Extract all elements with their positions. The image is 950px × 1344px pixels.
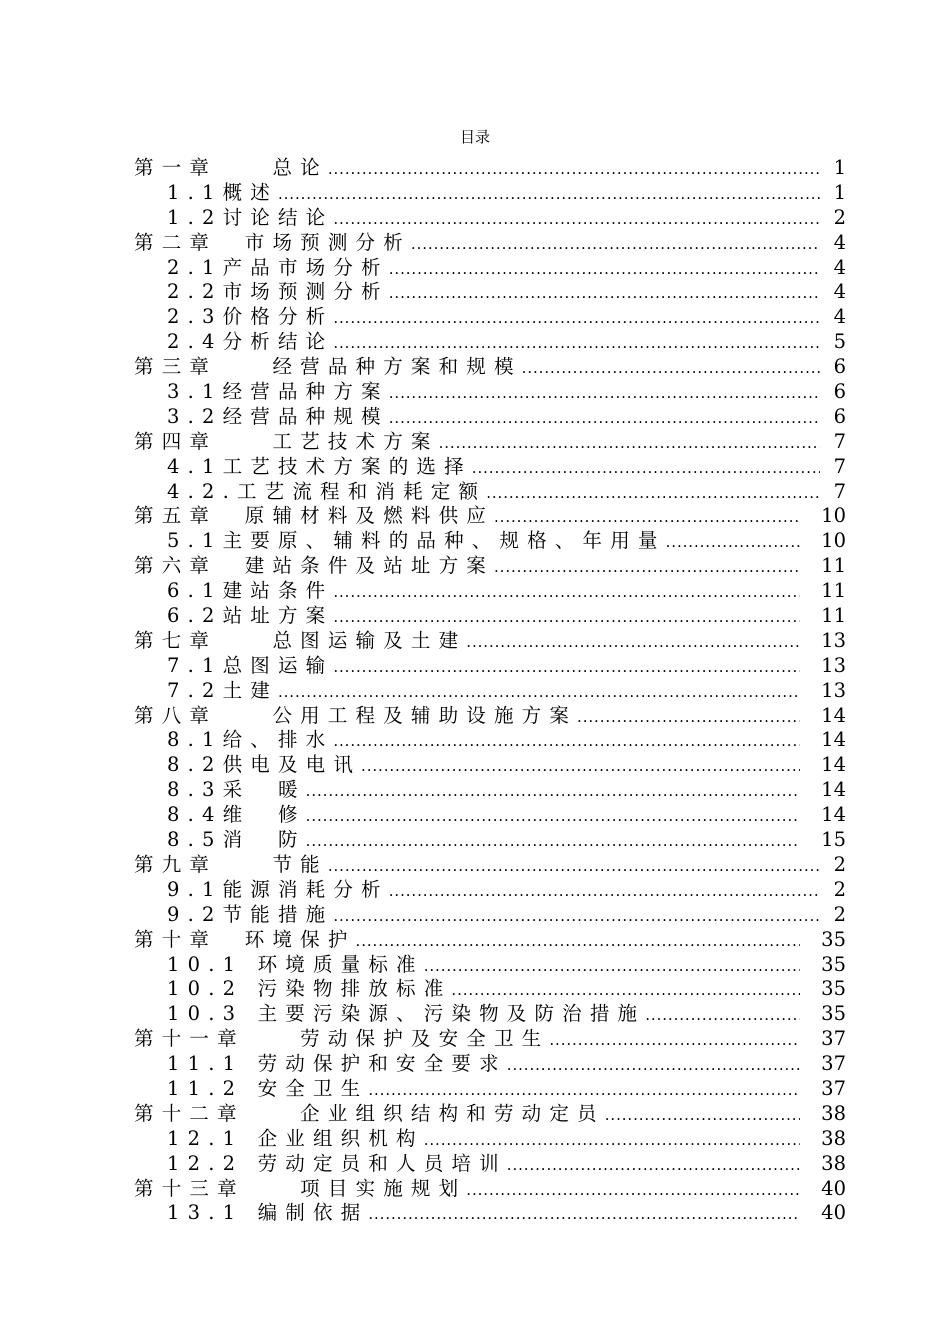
toc-title: 目录 [459, 128, 490, 146]
toc-entry[interactable] [134, 1201, 846, 1226]
toc-entry-label: 11.2 安全卫生 [167, 1076, 369, 1100]
toc-entry-label: 第十一章 劳动保护及安全卫生 [134, 1027, 550, 1051]
toc-entry-label: 7.2土建 [167, 678, 278, 702]
toc-entry[interactable] [134, 206, 846, 231]
toc-entry-label: 12.1 企业组织机构 [167, 1126, 424, 1150]
toc-entry[interactable] [134, 156, 846, 181]
toc-entry[interactable] [134, 181, 846, 206]
dot-leader [577, 705, 800, 730]
toc-entry-label: 6.1建站条件 [167, 579, 334, 603]
toc-entry[interactable] [134, 554, 846, 579]
toc-entry-page: 40 [821, 1201, 846, 1225]
toc-entry-page: 38 [821, 1151, 846, 1175]
toc-entry-label: 9.2节能措施 [167, 902, 334, 926]
dot-leader [486, 481, 820, 506]
toc-entry-page: 37 [821, 1076, 846, 1100]
dot-leader [333, 655, 800, 680]
toc-entry-label: 第一章 总论 [134, 156, 328, 179]
toc-entry-label: 10.2 污染物排放标准 [167, 977, 452, 1001]
dot-leader [466, 630, 800, 655]
dot-leader [278, 182, 820, 207]
toc-entry-label: 第五章 原辅材料及燃料供应 [134, 504, 494, 528]
toc-entry[interactable] [134, 256, 846, 281]
dot-leader [549, 1028, 800, 1053]
toc-entry[interactable] [134, 704, 846, 729]
toc-entry-label: 8.4维 修 [167, 803, 306, 827]
dot-leader [389, 879, 820, 904]
dot-leader [507, 1053, 800, 1078]
toc-entry[interactable] [134, 1002, 846, 1027]
toc-entry-page: 6 [833, 404, 846, 428]
dot-leader [507, 1153, 800, 1178]
dot-leader [466, 1178, 800, 1203]
toc-entry[interactable] [134, 405, 846, 430]
toc-entry-page: 14 [821, 753, 846, 777]
toc-entry[interactable] [134, 330, 846, 355]
toc-entry-page: 35 [821, 977, 846, 1001]
toc-entry-label: 8.2供电及电讯 [167, 753, 362, 777]
toc-entry-label: 11.1 劳动保护和安全要求 [167, 1052, 507, 1076]
toc-entry-page: 15 [821, 828, 846, 852]
dot-leader [472, 456, 820, 481]
dot-leader [333, 729, 800, 754]
toc-entry[interactable] [134, 928, 846, 953]
toc-entry[interactable] [134, 853, 846, 878]
toc-entry-page: 4 [833, 255, 846, 279]
toc-entry-page: 1 [833, 180, 846, 204]
dot-leader [306, 829, 800, 854]
toc-entry-label: 7.1总图运输 [167, 653, 334, 677]
toc-entry-page: 40 [821, 1176, 846, 1200]
toc-entry[interactable] [134, 828, 846, 853]
dot-leader [666, 530, 800, 555]
toc-entry-label: 1.1概述 [167, 180, 278, 204]
toc-entry-label: 第四章 工艺技术方案 [134, 429, 439, 453]
toc-entry-page: 2 [833, 877, 846, 901]
toc-entry-page: 2 [833, 205, 846, 229]
dot-leader [451, 978, 800, 1003]
toc-entry[interactable] [134, 430, 846, 455]
dot-leader [645, 1003, 800, 1028]
toc-entry[interactable] [134, 953, 846, 978]
dot-leader [333, 331, 820, 356]
toc-entry[interactable] [134, 1152, 846, 1177]
toc-entry[interactable] [134, 380, 846, 405]
toc-entry-page: 6 [833, 355, 846, 379]
toc-entry[interactable] [134, 504, 846, 529]
toc-entry[interactable] [134, 455, 846, 480]
toc-entry[interactable] [134, 977, 846, 1002]
dot-leader [522, 356, 820, 381]
toc-entry[interactable] [134, 1102, 846, 1127]
toc-entry-page: 11 [821, 579, 846, 603]
toc-entry[interactable] [134, 1127, 846, 1152]
toc-entry-page: 2 [833, 852, 846, 876]
toc-entry-page: 35 [821, 952, 846, 976]
toc-entry-page: 38 [821, 1126, 846, 1150]
toc-entry[interactable] [134, 579, 846, 604]
toc-entry-page: 2 [833, 902, 846, 926]
toc-entry-page: 37 [821, 1027, 846, 1051]
toc-entry-label: 3.1经营品种方案 [167, 380, 389, 404]
toc-entry-page: 14 [821, 803, 846, 827]
dot-leader [278, 680, 800, 705]
toc-entry[interactable] [134, 878, 846, 903]
dot-leader [494, 505, 800, 530]
toc-entry[interactable] [134, 1052, 846, 1077]
dot-leader [439, 431, 820, 456]
toc-entry[interactable] [134, 1177, 846, 1202]
toc-entry-page: 11 [821, 554, 846, 578]
dot-leader [333, 306, 820, 331]
toc-entry-page: 13 [821, 678, 846, 702]
toc-entry[interactable] [134, 529, 846, 554]
toc-entry-label: 3.2经营品种规模 [167, 404, 389, 428]
toc-entry[interactable] [134, 753, 846, 778]
toc-entry-page: 6 [833, 380, 846, 404]
toc-entry-page: 10 [821, 504, 846, 528]
dot-leader [494, 555, 800, 580]
toc-entry-label: 12.2 劳动定员和人员培训 [167, 1151, 507, 1175]
toc-entry-label: 4.2.工艺流程和消耗定额 [167, 479, 487, 503]
dot-leader [389, 406, 820, 431]
dot-leader [368, 1078, 800, 1103]
toc-entry-page: 14 [821, 703, 846, 727]
toc-entry-page: 10 [821, 529, 846, 553]
toc-entry-page: 4 [833, 280, 846, 304]
dot-leader [306, 779, 800, 804]
dot-leader [389, 281, 820, 306]
toc-entry-page: 4 [833, 230, 846, 254]
toc-entry-label: 4.1工艺技术方案的选择 [167, 454, 472, 478]
toc-entry-page: 7 [833, 479, 846, 503]
toc-entry[interactable] [134, 1027, 846, 1052]
dot-leader [328, 157, 820, 182]
dot-leader [333, 207, 820, 232]
dot-leader [424, 1128, 800, 1153]
toc-entry-label: 第六章 建站条件及站址方案 [134, 554, 494, 578]
table-of-contents [134, 156, 846, 1226]
toc-entry-page: 13 [821, 653, 846, 677]
dot-leader [605, 1103, 800, 1128]
dot-leader [333, 580, 800, 605]
toc-entry-label: 第八章 公用工程及辅助设施方案 [134, 703, 578, 727]
toc-entry[interactable] [134, 679, 846, 704]
toc-entry-page: 38 [821, 1101, 846, 1125]
dot-leader [333, 904, 820, 929]
toc-entry-label: 第三章 经营品种方案和规模 [134, 355, 522, 379]
toc-entry-page: 5 [833, 330, 846, 354]
dot-leader [361, 754, 800, 779]
toc-entry[interactable] [134, 305, 846, 330]
toc-entry-page: 13 [821, 628, 846, 652]
dot-leader [368, 1202, 800, 1227]
dot-leader [328, 854, 820, 879]
toc-entry-page: 35 [821, 1002, 846, 1026]
toc-entry-label: 第七章 总图运输及土建 [134, 628, 467, 652]
toc-entry[interactable] [134, 1077, 846, 1102]
toc-entry-label: 2.1产品市场分析 [167, 255, 389, 279]
toc-entry[interactable] [134, 903, 846, 928]
toc-entry[interactable] [134, 803, 846, 828]
toc-entry-label: 9.1能源消耗分析 [167, 877, 389, 901]
toc-entry-label: 8.5消 防 [167, 828, 306, 852]
dot-leader [389, 381, 820, 406]
toc-entry-page: 1 [833, 156, 846, 179]
dot-leader [333, 605, 800, 630]
toc-entry-label: 6.2站址方案 [167, 604, 334, 628]
dot-leader [389, 257, 820, 282]
toc-entry-page: 37 [821, 1052, 846, 1076]
toc-entry-label: 第十章 环境保护 [134, 927, 356, 951]
toc-entry-page: 35 [821, 927, 846, 951]
toc-entry-page: 14 [821, 728, 846, 752]
toc-entry-label: 第十三章 项目实施规划 [134, 1176, 467, 1200]
dot-leader [356, 929, 800, 954]
dot-leader [306, 804, 800, 829]
toc-entry[interactable] [134, 728, 846, 753]
dot-leader [424, 954, 800, 979]
toc-entry-page: 7 [833, 454, 846, 478]
toc-entry-label: 10.3 主要污染源、污染物及防治措施 [167, 1002, 646, 1026]
toc-entry-page: 4 [833, 305, 846, 329]
toc-entry-label: 2.4分析结论 [167, 330, 334, 354]
toc-entry-label: 1.2讨论结论 [167, 205, 334, 229]
toc-entry[interactable] [134, 654, 846, 679]
toc-entry[interactable] [134, 480, 846, 505]
toc-entry-label: 2.3价格分析 [167, 305, 334, 329]
toc-entry[interactable] [134, 355, 846, 380]
dot-leader [411, 232, 820, 257]
toc-entry-label: 10.1 环境质量标准 [167, 952, 424, 976]
toc-entry-label: 第九章 节能 [134, 852, 328, 876]
toc-entry[interactable] [134, 280, 846, 305]
toc-entry[interactable] [134, 629, 846, 654]
toc-entry-page: 7 [833, 429, 846, 453]
toc-entry-label: 2.2市场预测分析 [167, 280, 389, 304]
toc-entry[interactable] [134, 604, 846, 629]
toc-entry-label: 8.1给、排水 [167, 728, 334, 752]
toc-entry[interactable] [134, 778, 846, 803]
toc-entry-label: 13.1 编制依据 [167, 1201, 369, 1225]
toc-entry-page: 11 [821, 604, 846, 628]
toc-entry-label: 5.1主要原、辅料的品种、规格、年用量 [167, 529, 666, 553]
toc-entry-label: 8.3采 暖 [167, 778, 306, 802]
toc-entry-label: 第十二章 企业组织结构和劳动定员 [134, 1101, 605, 1125]
toc-entry[interactable] [134, 231, 846, 256]
toc-entry-label: 第二章 市场预测分析 [134, 230, 411, 254]
toc-entry-page: 14 [821, 778, 846, 802]
